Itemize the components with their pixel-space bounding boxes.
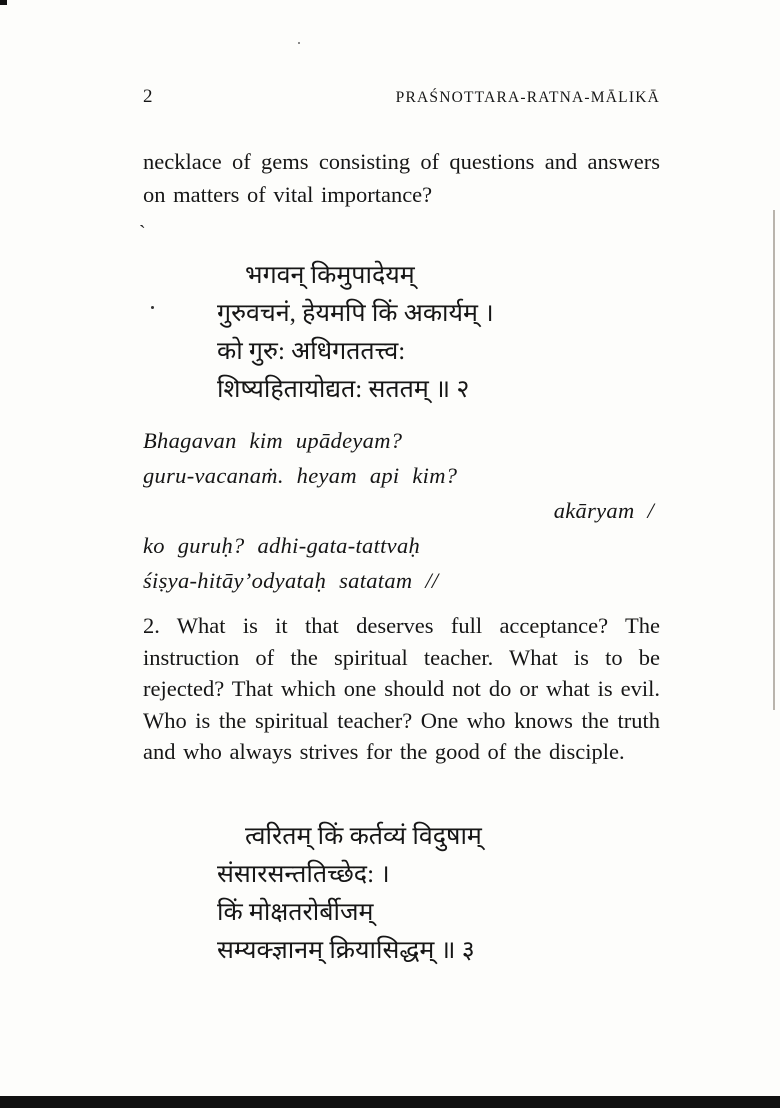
scan-bottom-edge-artifact: [0, 1096, 780, 1108]
transliteration-line: ko guruḥ? adhi-gata-tattvaḥ: [143, 533, 421, 558]
page-header: [143, 86, 660, 108]
page-number: 2: [143, 86, 153, 107]
scan-stray-mark: `: [139, 222, 146, 244]
verse-3-devanagari: [143, 818, 660, 970]
verse-2-transliteration: [143, 423, 660, 598]
verse-2-devanagari: [143, 257, 660, 409]
verse-3-devanagari-line: सम्यक्ज्ञानम् क्रियासिद्धम् ॥ ३: [217, 936, 475, 964]
transliteration-line: akāryam /: [553, 498, 654, 523]
transliteration-line: śiṣya-hitāy’odyataḥ satatam //: [143, 568, 439, 593]
intro-paragraph: necklace of gems consisting of questions and answers on matters of vital importance?: [143, 149, 660, 207]
running-head-title: PRAŚNOTTARA-RATNA-MĀLIKĀ: [395, 89, 660, 106]
verse-2-devanagari-line: शिष्यहितायोद्यत: सततम् ॥ २: [217, 376, 470, 403]
verse-3-devanagari-line: त्वरितम् किं कर्तव्यं विदुषाम्: [245, 822, 482, 850]
verse-2-devanagari-line: को गुरु: अधिगततत्त्व:: [217, 338, 406, 365]
verse-3-devanagari-line: किं मोक्षतरोर्बीजम्: [217, 898, 374, 926]
verse-3-devanagari-line: संसारसन्ततिच्छेद: ।: [217, 860, 390, 888]
verse-2-devanagari-line: गुरुवचनं, हेयमपि किं अकार्यम् ।: [217, 300, 494, 327]
scan-edge-artifact: [773, 210, 775, 710]
verse-2-translation-paragraph: 2. What is it that deserves full acceptance? The instruction of the spiritual teacher. What is to be rejected? That which one should not do or what is evil. Who is the spiritual teacher? One who knows the truth and who always strives for the good of the disciple.: [143, 613, 660, 764]
transliteration-line: Bhagavan kim upādeyam?: [143, 428, 403, 453]
verse-2-devanagari-line: भगवन् किमुपादेयम्: [245, 262, 415, 289]
transliteration-line: guru-vacanaṁ. heyam api kim?: [143, 463, 458, 488]
